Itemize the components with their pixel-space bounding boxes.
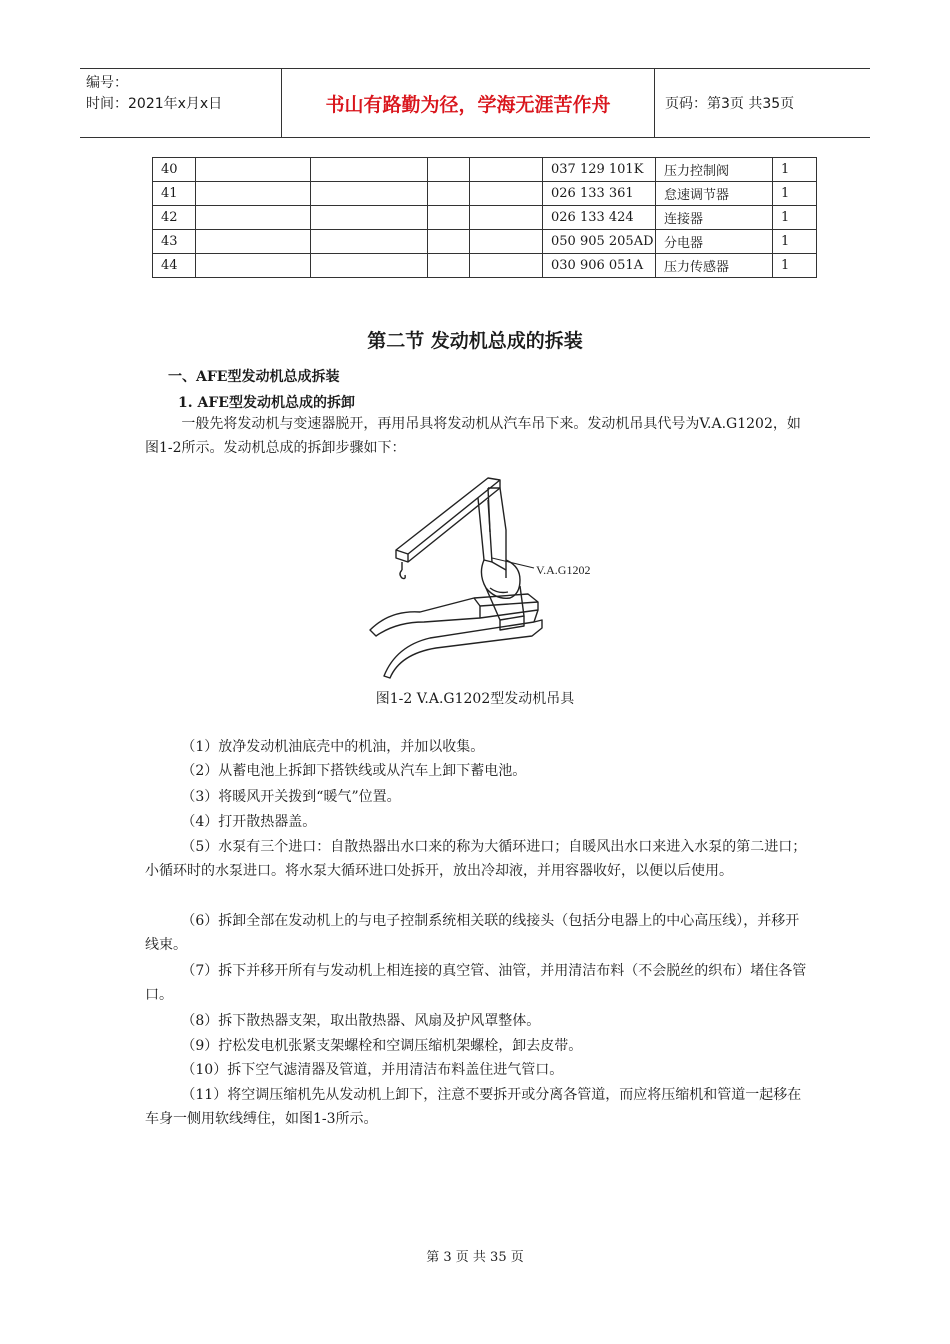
- part-code: 030 906 051A: [543, 254, 656, 278]
- heading-level-2: 1. AFE型发动机总成的拆卸: [178, 395, 355, 411]
- row-number: 40: [153, 158, 196, 182]
- step-9: （9）拧松发电机张紧支架螺栓和空调压缩机架螺栓，卸去皮带。: [181, 1038, 583, 1054]
- table-row: [153, 182, 817, 206]
- step-3: （3）将暖风开关拨到“暖气”位置。: [181, 789, 401, 805]
- part-qty: 1: [773, 158, 817, 182]
- row-number: 44: [153, 254, 196, 278]
- part-qty: 1: [773, 206, 817, 230]
- part-name: 连接器: [656, 206, 773, 230]
- engine-crane-figure: [360, 470, 620, 680]
- table-row: [153, 230, 817, 254]
- figure-caption: 图1-2 V.A.G1202型发动机吊具: [375, 691, 575, 707]
- part-name: 压力传感器: [656, 254, 773, 278]
- row-number: 42: [153, 206, 196, 230]
- header-motto: 书山有路勤为径，学海无涯苦作舟: [282, 69, 655, 137]
- serial-label: 编号：: [86, 75, 128, 91]
- row-number: 43: [153, 230, 196, 254]
- step-8: （8）拆下散热器支架，取出散热器、风扇及护风罩整体。: [181, 1013, 541, 1029]
- header-page-info: 页码：第3页 共35页: [665, 96, 795, 112]
- part-qty: 1: [773, 182, 817, 206]
- part-code: 050 905 205AD: [543, 230, 656, 254]
- step-7: （7）拆下并移开所有与发动机上相连接的真空管、油管，并用清洁布料（不会脱丝的织布）堵住各管口。: [145, 963, 807, 1003]
- part-code: 026 133 424: [543, 206, 656, 230]
- part-name: 分电器: [656, 230, 773, 254]
- part-name: 怠速调节器: [656, 182, 773, 206]
- part-code: 026 133 361: [543, 182, 656, 206]
- table-row: [153, 158, 817, 182]
- section-title: 第二节 发动机总成的拆装: [367, 330, 583, 352]
- part-name: 压力控制阀: [656, 158, 773, 182]
- part-qty: 1: [773, 254, 817, 278]
- page-footer: 第 3 页 共 35 页: [426, 1250, 524, 1265]
- part-code: 037 129 101K: [543, 158, 656, 182]
- step-10: （10）拆下空气滤清器及管道，并用清洁布料盖住进气管口。: [181, 1062, 564, 1078]
- time-label: 时间：2021年x月x日: [86, 96, 223, 112]
- step-2: （2）从蓄电池上拆卸下搭铁线或从汽车上卸下蓄电池。: [181, 763, 527, 779]
- row-number: 41: [153, 182, 196, 206]
- step-4: （4）打开散热器盖。: [181, 814, 317, 830]
- step-6: （6）拆卸全部在发动机上的与电子控制系统相关联的线接头（包括分电器上的中心高压线），并移开线束。: [145, 913, 800, 953]
- table-row: [153, 254, 817, 278]
- parts-table: [152, 157, 817, 278]
- heading-level-1: 一、AFE型发动机总成拆装: [168, 369, 340, 385]
- figure-label: V.A.G1202: [536, 563, 591, 577]
- intro-paragraph: 一般先将发动机与变速器脱开，再用吊具将发动机从汽车吊下来。发动机吊具代号为V.A.G1202，如图1-2所示。发动机总成的拆卸步骤如下：: [145, 416, 801, 456]
- step-11: （11）将空调压缩机先从发动机上卸下，注意不要拆开或分离各管道，而应将压缩机和管道一起移在车身一侧用软线缚住，如图1-3所示。: [145, 1087, 802, 1127]
- page-header: [80, 68, 870, 138]
- header-meta: [80, 69, 282, 137]
- table-row: [153, 206, 817, 230]
- step-5: （5）水泵有三个进口：自散热器出水口来的称为大循环进口；自暖风出水口来进入水泵的第二进口；小循环时的水泵进口。将水泵大循环进口处拆开，放出冷却液，并用容器收好，以便以后使用。: [145, 839, 807, 879]
- part-qty: 1: [773, 230, 817, 254]
- step-1: （1）放净发动机油底壳中的机油，并加以收集。: [181, 739, 485, 755]
